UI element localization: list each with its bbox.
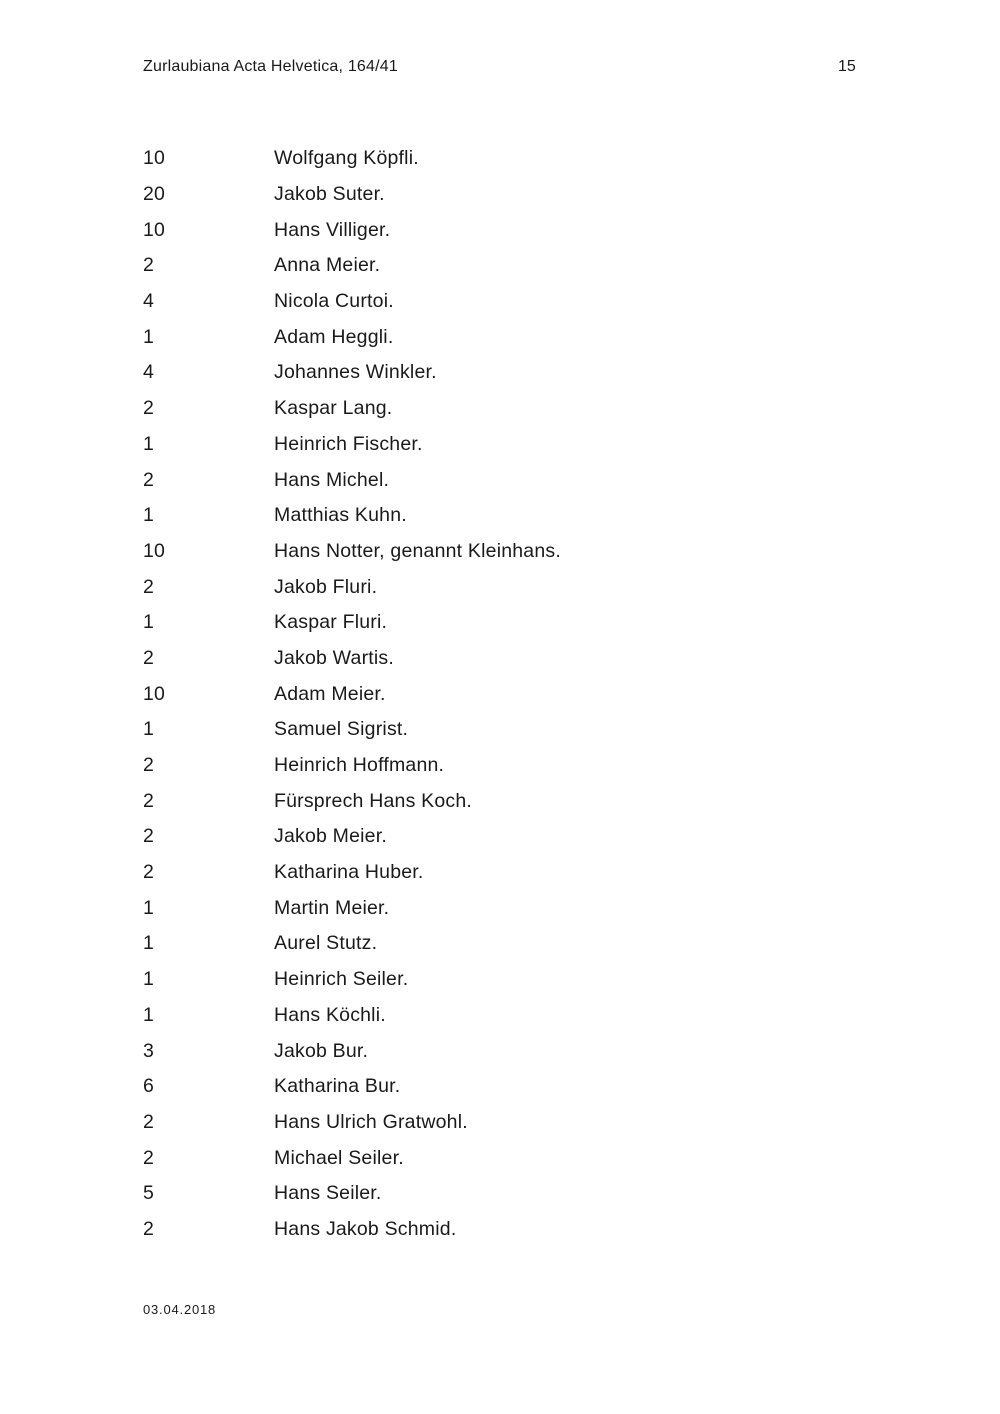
entry-quantity: 4 [143,361,155,384]
list-item [143,819,561,855]
entry-quantity: 1 [143,718,155,741]
list-item [143,534,561,570]
entry-name: Aurel Stutz. [274,932,378,955]
list-item [143,569,561,605]
list-item [143,319,561,355]
entry-name: Wolfgang Köpfli. [274,147,419,170]
page-number: 15 [838,58,856,75]
list-item [143,1033,561,1069]
entry-quantity: 20 [143,183,166,206]
list-item [143,1212,561,1248]
entry-quantity: 2 [143,1217,155,1240]
entry-name: Martin Meier. [274,896,390,919]
entry-name: Hans Michel. [274,468,390,491]
entry-quantity: 10 [143,539,166,562]
entry-quantity: 2 [143,1146,155,1169]
entry-name: Jakob Meier. [274,825,387,848]
entry-quantity: 1 [143,325,155,348]
entry-name: Hans Jakob Schmid. [274,1217,457,1240]
list-item [143,1105,561,1141]
entry-name: Hans Villiger. [274,218,391,241]
list-item [143,1140,561,1176]
list-item [143,748,561,784]
list-item [143,391,561,427]
list-item [143,641,561,677]
list-item [143,890,561,926]
entry-name: Nicola Curtoi. [274,290,394,313]
entry-name: Hans Seiler. [274,1182,382,1205]
list-item [143,712,561,748]
list-item [143,605,561,641]
entry-name: Hans Ulrich Gratwohl. [274,1110,468,1133]
entry-quantity: 2 [143,754,155,777]
entry-name: Johannes Winkler. [274,361,437,384]
entry-name: Michael Seiler. [274,1146,404,1169]
entry-name: Jakob Suter. [274,183,385,206]
entry-quantity: 1 [143,968,155,991]
entry-name: Hans Köchli. [274,1003,386,1026]
list-item [143,355,561,391]
entry-quantity: 2 [143,468,155,491]
list-item [143,427,561,463]
entry-quantity: 2 [143,646,155,669]
entry-name: Jakob Bur. [274,1039,369,1062]
list-item [143,962,561,998]
entry-name: Kaspar Lang. [274,397,393,420]
entry-quantity: 10 [143,147,166,170]
entry-name: Jakob Wartis. [274,646,394,669]
entry-quantity: 2 [143,1110,155,1133]
entry-quantity: 6 [143,1075,155,1098]
list-item [143,783,561,819]
list-item [143,998,561,1034]
entry-quantity: 2 [143,825,155,848]
entry-quantity: 2 [143,397,155,420]
entry-quantity: 1 [143,611,155,634]
entry-name: Heinrich Seiler. [274,968,409,991]
list-item [143,855,561,891]
list-item [143,212,561,248]
entry-name: Adam Heggli. [274,325,394,348]
entry-name: Katharina Bur. [274,1075,401,1098]
entry-name: Samuel Sigrist. [274,718,409,741]
entry-quantity: 2 [143,861,155,884]
entry-quantity: 2 [143,254,155,277]
entry-name: Heinrich Hoffmann. [274,754,445,777]
entry-list [143,141,561,1247]
entry-name: Katharina Huber. [274,861,424,884]
entry-quantity: 1 [143,896,155,919]
entry-quantity: 1 [143,432,155,455]
entry-name: Heinrich Fischer. [274,432,423,455]
entry-name: Anna Meier. [274,254,381,277]
list-item [143,141,561,177]
entry-quantity: 2 [143,789,155,812]
entry-name: Hans Notter, genannt Kleinhans. [274,539,561,562]
list-item [143,926,561,962]
entry-quantity: 1 [143,504,155,527]
list-item [143,1069,561,1105]
entry-quantity: 1 [143,1003,155,1026]
entry-name: Adam Meier. [274,682,386,705]
entry-quantity: 10 [143,682,166,705]
list-item [143,177,561,213]
list-item [143,284,561,320]
list-item [143,498,561,534]
entry-quantity: 5 [143,1182,155,1205]
list-item [143,1176,561,1212]
list-item [143,676,561,712]
entry-quantity: 2 [143,575,155,598]
footer-date: 03.04.2018 [143,1302,217,1317]
entry-name: Jakob Fluri. [274,575,378,598]
entry-quantity: 3 [143,1039,155,1062]
entry-name: Matthias Kuhn. [274,504,407,527]
list-item [143,248,561,284]
entry-name: Kaspar Fluri. [274,611,388,634]
entry-quantity: 10 [143,218,166,241]
entry-quantity: 1 [143,932,155,955]
list-item [143,462,561,498]
entry-quantity: 4 [143,290,155,313]
entry-name: Fürsprech Hans Koch. [274,789,473,812]
document-title: Zurlaubiana Acta Helvetica, 164/41 [143,58,398,75]
